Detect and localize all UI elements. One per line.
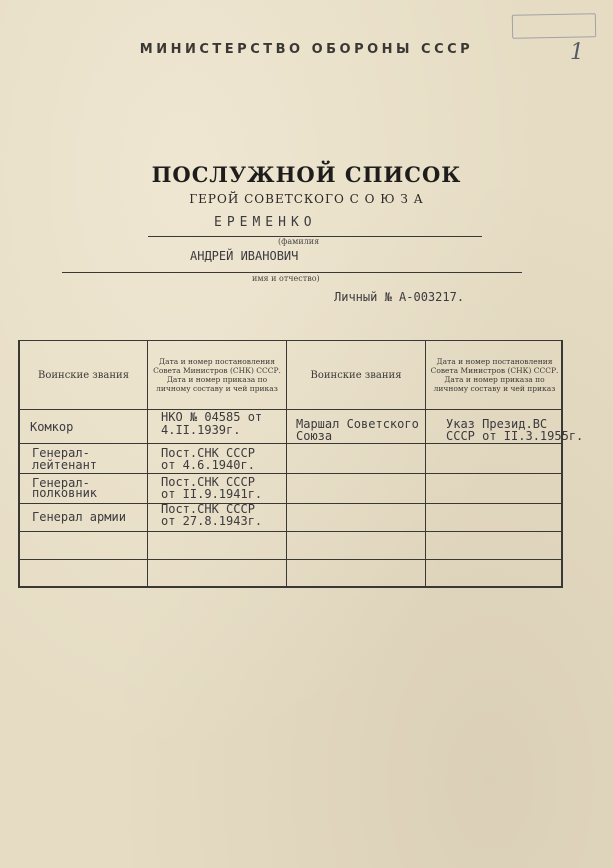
table-cell-order: Пост.СНК СССР [161, 502, 255, 516]
row-divider [20, 559, 561, 560]
document-title: ПОСЛУЖНОЙ СПИСОК [151, 162, 462, 187]
page-number: 1 [570, 40, 584, 65]
surname-caption: (фамилия [278, 237, 320, 246]
row-divider [20, 503, 561, 504]
surname-value: ЕРЕМЕНКО [214, 215, 317, 230]
header-rank-2: Воинские звания [310, 369, 402, 381]
header-divider [20, 409, 561, 410]
given-name-value: АНДРЕЙ ИВАНОВИЧ [190, 249, 299, 263]
table-cell-order-2: Указ Презид.ВС [446, 417, 548, 431]
table-cell-rank: лейтенант [32, 458, 98, 472]
row-divider [20, 531, 561, 532]
row-divider [20, 443, 561, 444]
ministry-header: МИНИСТЕРСТВО ОБОРОНЫ СССР [139, 42, 474, 57]
hero-title: ГЕРОЙ СОВЕТСКОГО С О Ю З А [189, 192, 424, 206]
table-cell-order-2: СССР от II.3.1955г. [446, 429, 584, 443]
table-cell-rank-2: Союза [296, 429, 333, 443]
row-divider [20, 473, 561, 474]
personal-number: Личный № А-003217. [334, 290, 465, 304]
table-cell-order: 4.II.1939г. [161, 423, 241, 437]
header-rank: Воинские звания [38, 369, 129, 381]
given-name-caption: имя и отчество) [252, 274, 320, 283]
table-cell-order: НКО № 04585 от [161, 410, 263, 424]
header-order: Дата и номер постановления Совета Министров (СНК) СССР. Дата и номер приказа по личному составу и чей приказ [153, 357, 281, 393]
header-order-2: Дата и номер постановления Совета Министров (СНК) СССР. Дата и номер приказа по личному составу и чей приказ [430, 357, 559, 393]
ranks-table [18, 340, 584, 588]
table-cell-rank: полковник [32, 486, 98, 500]
table-cell-order: от 4.6.1940г. [161, 458, 255, 472]
archive-stamp [512, 13, 596, 38]
table-cell-rank: Генерал- [32, 476, 90, 490]
table-cell-order: Пост.СНК СССР [161, 475, 255, 489]
table-cell-rank: Генерал- [32, 446, 90, 460]
table-cell-order: от 27.8.1943г. [161, 514, 263, 528]
table-cell-rank-2: Маршал Советского [296, 417, 419, 431]
given-name-underline [62, 272, 522, 273]
table-cell-rank: Генерал армии [32, 510, 126, 524]
table-cell-rank: Комкор [30, 420, 74, 434]
table-cell-order: от II.9.1941г. [161, 487, 263, 501]
table-cell-order: Пост.СНК СССР [161, 446, 255, 460]
